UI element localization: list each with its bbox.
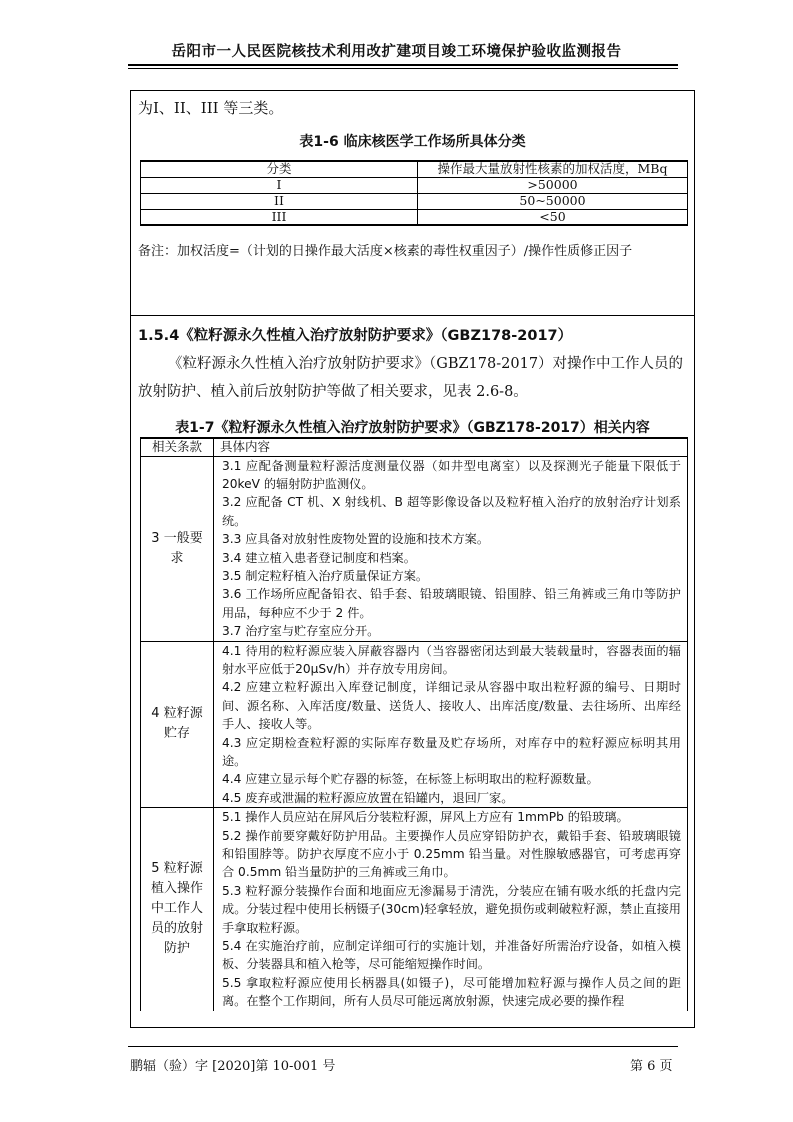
intro-text: 为I、II、III 等三类。	[138, 99, 284, 117]
list-item: 3.2 应配备 CT 机、X 射线机、B 超等影像设备以及粒籽植入治疗的放射治疗计划系统。	[222, 495, 681, 528]
table-row	[141, 456, 688, 641]
table-row	[141, 209, 688, 225]
footer-doc-number: 鹏辐（验）字 [2020]第 10-001 号	[130, 1059, 336, 1074]
list-item: 4.4 应建立显示每个贮存器的标签，在标签上标明取出的粒籽源数量。	[222, 772, 599, 787]
clause-staff-protection: 5 粒籽源植入操作中工作人员的放射防护	[141, 808, 214, 1011]
table-cell: III	[141, 209, 418, 225]
section-paragraph: 《粒籽源永久性植入治疗放射防护要求》（GBZ178-2017）对操作中工作人员的放射防护、植入前后放射防护等做了相关要求，见表 2.6-8。	[138, 356, 684, 400]
table-1-7-header-clause: 相关条款	[141, 438, 214, 456]
list-item: 3.1 应配备测量粒籽源活度测量仪器（如井型电离室）以及探测光子能量下限低于 20keV 的辐射防护监测仪。	[222, 458, 681, 491]
table-row	[141, 193, 688, 209]
table-row	[141, 641, 688, 808]
clause-general-requirements: 3 一般要求	[141, 456, 214, 641]
list-item: 3.6 工作场所应配备铅衣、铅手套、铅玻璃眼镜、铅围脖、铅三角裤或三角巾等防护用品，每种应不少于 2 件。	[222, 587, 681, 620]
table-1-7-caption: 表1-7《粒籽源永久性植入治疗放射防护要求》（GBZ178-2017）相关内容	[175, 420, 650, 436]
list-item: 3.7 治疗室与贮存室应分开。	[222, 624, 380, 639]
table-1-7-header-content: 具体内容	[214, 438, 688, 456]
list-item: 4.2 应建立粒籽源出入库登记制度，详细记录从容器中取出粒籽源的编号、日期时间、源名称、入库活度/数量、送货人、接收人、出库活度/数量、去往场所、出库经手人、接收人等。	[222, 680, 681, 732]
table-cell: <50	[418, 209, 688, 225]
list-item: 3.3 应具备对放射性废物处置的设施和技术方案。	[222, 532, 490, 547]
clause-content	[214, 456, 688, 641]
table-1-6-header-activity: 操作最大量放射性核素的加权活度，MBq	[418, 161, 688, 177]
table-1-6	[140, 160, 688, 226]
report-header-title: 岳阳市一人民医院核技术利用改扩建项目竣工环境保护验收监测报告	[171, 44, 622, 60]
footer-page-number: 第 6 页	[630, 1059, 673, 1074]
header-rule-thin	[128, 68, 678, 69]
table-row	[141, 177, 688, 193]
list-item: 4.3 应定期检查粒籽源的实际库存数量及贮存场所，对库存中的粒籽源应标明其用途。	[222, 735, 681, 768]
list-item: 3.4 建立植入患者登记制度和档案。	[222, 550, 416, 565]
table-cell: II	[141, 193, 418, 209]
clause-content	[214, 641, 688, 808]
list-item: 4.1 待用的粒籽源应装入屏蔽容器内（当容器密闭达到最大装载量时，容器表面的辐射水平应低于20μSv/h）并存放专用房间。	[222, 643, 681, 676]
section-heading: 1.5.4《粒籽源永久性植入治疗放射防护要求》（GBZ178-2017）	[138, 328, 573, 344]
list-item: 4.5 废弃或泄漏的粒籽源应放置在铅罐内，退回厂家。	[222, 790, 514, 805]
table-1-6-note: 备注：加权活度=（计划的日操作最大活度×核素的毒性权重因子）/操作性质修正因子	[138, 244, 633, 259]
table-1-6-header-category: 分类	[141, 161, 418, 177]
table-cell: I	[141, 177, 418, 193]
list-item: 5.3 粒籽源分装操作台面和地面应无渗漏易于清洗，分装应在铺有吸水纸的托盘内完成。分装过程中使用长柄镊子(30cm)轻拿轻放，避免损伤或刺破粒籽源，禁止直接用手拿取粒籽源。	[222, 883, 681, 935]
list-item: 3.5 制定粒籽植入治疗质量保证方案。	[222, 568, 429, 583]
list-item: 5.5 拿取粒籽源应使用长柄器具(如镊子)，尽可能增加粒籽源与操作人员之间的距离。在整个工作期间，所有人员尽可能远离放射源，快速完成必要的操作程	[222, 975, 681, 1009]
footer-rule	[128, 1046, 678, 1047]
table-cell: 50~50000	[418, 193, 688, 209]
clause-seed-storage: 4 粒籽源贮存	[141, 641, 214, 808]
table-cell: >50000	[418, 177, 688, 193]
list-item: 5.2 操作前要穿戴好防护用品。主要操作人员应穿铅防护衣，戴铅手套、铅玻璃眼镜和铅围脖等。防护衣厚度不应小于 0.25mm 铅当量。对性腺敏感器官，可考虑再穿合 0.5mm 铅当量防护的三角裤或三角巾。	[222, 828, 681, 880]
clause-content	[214, 808, 688, 1011]
list-item: 5.1 操作人员应站在屏风后分装粒籽源，屏风上方应有 1mmPb 的铅玻璃。	[222, 810, 629, 825]
table-1-6-caption: 表1-6 临床核医学工作场所具体分类	[299, 134, 526, 150]
table-1-7	[140, 437, 688, 1011]
header-rule-thick	[128, 64, 678, 66]
table-row	[141, 808, 688, 1011]
list-item: 5.4 在实施治疗前，应制定详细可行的实施计划，并准备好所需治疗设备，如植入模板、分装器具和植入枪等，尽可能缩短操作时间。	[222, 939, 681, 972]
